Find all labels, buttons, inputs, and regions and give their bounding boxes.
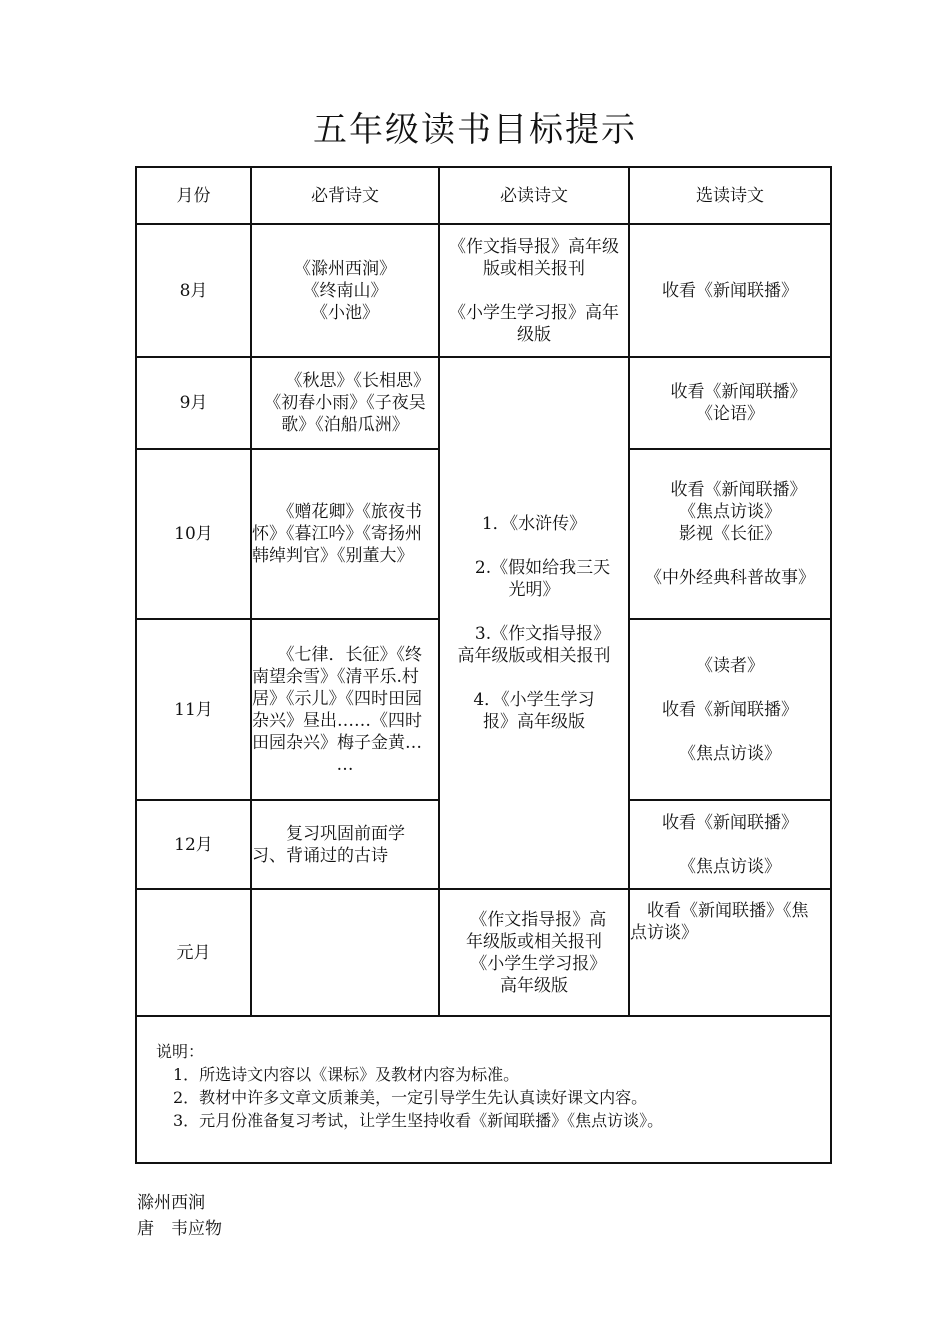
- month-cell: 8月: [179, 280, 208, 301]
- optional-line: 收看《新闻联播》: [653, 480, 807, 500]
- recite-cell: [252, 620, 438, 799]
- recite-line: 韩绰判官》《别董大》: [252, 546, 414, 566]
- optional-cell: [630, 620, 830, 799]
- month-cell: 11月: [174, 699, 213, 720]
- read-line: 光明》: [508, 580, 560, 600]
- recite-line: …: [336, 754, 354, 775]
- recite-cell: [252, 358, 438, 448]
- read-line: 高年级版: [500, 975, 568, 996]
- optional-line: 《焦点访谈》: [679, 743, 781, 764]
- notes-label: 说明：: [156, 1042, 205, 1061]
- recite-line: 居》《示儿》《四时田园: [252, 688, 422, 709]
- read-cell: [440, 225, 628, 356]
- recite-line: 田园杂兴》梅子金黄…: [252, 732, 422, 753]
- optional-cell: [630, 450, 830, 618]
- reading-table: [135, 166, 832, 1164]
- recite-line: 习、背诵过的古诗: [252, 845, 388, 866]
- month-cell: 12月: [174, 834, 213, 855]
- recite-line: 《滁州西涧》: [294, 258, 396, 279]
- optional-cell: [630, 225, 830, 356]
- recite-line: 复习巩固前面学: [252, 823, 405, 844]
- read-line: 《作文指导报》高年级: [449, 236, 619, 257]
- read-line: 3.《作文指导报》: [457, 624, 611, 644]
- recite-line: 《七律．长征》《终: [252, 644, 422, 665]
- month-cell: 9月: [179, 393, 208, 413]
- month-cell: 元月: [176, 942, 211, 963]
- recite-cell: [252, 450, 438, 618]
- document-title: 五年级读书目标提示: [313, 110, 637, 150]
- optional-line: 《焦点访谈》: [679, 502, 781, 522]
- header-recite: 必背诗文: [311, 185, 379, 206]
- read-line: 级版: [517, 324, 551, 345]
- footer-poem: [137, 1190, 222, 1242]
- note-item: 2．教材中许多文章文质兼美，一定引导学生先认真读好课文内容。: [173, 1088, 648, 1107]
- optional-line: 《中外经典科普故事》: [645, 568, 815, 588]
- read-line: 《小学生学习报》: [461, 953, 607, 974]
- optional-line: 影视《长征》: [679, 524, 781, 544]
- recite-cell-empty: [252, 890, 438, 1015]
- recite-line: 《小池》: [311, 302, 379, 323]
- poem-author: 唐 韦应物: [137, 1219, 222, 1239]
- poem-title: 滁州西涧: [137, 1193, 205, 1213]
- read-line: 年级版或相关报刊: [466, 931, 602, 952]
- optional-line: 收看《新闻联播》: [662, 699, 798, 720]
- optional-cell: [630, 890, 830, 1015]
- optional-line: 《焦点访谈》: [679, 856, 781, 877]
- recite-cell: [252, 801, 438, 888]
- optional-cell: [630, 358, 830, 448]
- optional-line: 《读者》: [696, 655, 764, 676]
- note-item: 1．所选诗文内容以《课标》及教材内容为标准。: [173, 1065, 520, 1084]
- optional-cell: [630, 801, 830, 888]
- recite-line: 南望余雪》《清平乐.村: [252, 666, 419, 687]
- recite-line: 《秋思》《长相思》: [260, 371, 430, 391]
- read-line: 报》高年级版: [483, 712, 585, 732]
- optional-line: 收看《新闻联播》: [662, 280, 798, 301]
- header-optional: 选读诗文: [696, 185, 764, 206]
- optional-line: 《论语》: [696, 404, 764, 424]
- optional-line: 点访谈》: [630, 923, 698, 943]
- read-line: 版或相关报刊: [483, 258, 585, 279]
- read-line: 《作文指导报》高: [461, 909, 607, 930]
- recite-line: 歌》《泊船瓜洲》: [281, 415, 409, 435]
- row-divider: [137, 1015, 830, 1017]
- header-read: 必读诗文: [500, 185, 568, 206]
- recite-cell: [252, 225, 438, 356]
- read-line: 4．《小学生学习: [473, 690, 595, 710]
- month-cell: 10月: [174, 524, 213, 544]
- header-month: 月份: [176, 185, 211, 206]
- read-line: 高年级版或相关报刊: [457, 646, 611, 666]
- recite-line: 《终南山》: [302, 280, 388, 301]
- read-line: 1．《水浒传》: [481, 514, 587, 534]
- recite-line: 杂兴》昼出……《四时: [252, 710, 422, 731]
- optional-line: 收看《新闻联播》: [653, 382, 807, 402]
- optional-line: 收看《新闻联播》: [662, 812, 798, 833]
- recite-line: 怀》《暮江吟》《寄扬州: [252, 524, 422, 544]
- optional-line: 收看《新闻联播》《焦: [630, 901, 809, 921]
- recite-line: 《初春小雨》《子夜吴: [264, 393, 426, 413]
- note-item: 3．元月份准备复习考试，让学生坚持收看《新闻联播》《焦点访谈》。: [173, 1111, 664, 1130]
- recite-line: 《赠花卿》《旅夜书: [252, 502, 422, 522]
- notes-section: [156, 1040, 663, 1132]
- read-line: 2.《假如给我三天: [457, 558, 611, 578]
- read-line: 《小学生学习报》高年: [449, 302, 619, 323]
- read-merged-cell: [440, 358, 628, 888]
- read-cell: [440, 890, 628, 1015]
